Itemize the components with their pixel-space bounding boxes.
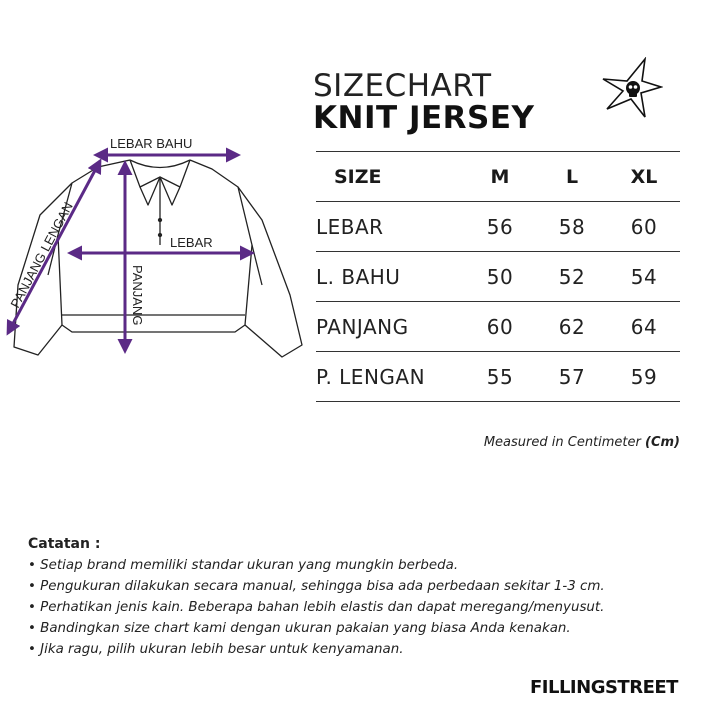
label-length: PANJANG: [130, 265, 145, 326]
cell-value: 59: [608, 352, 680, 402]
list-item: • Jika ragu, pilih ukuran lebih besar untuk kenyamanan.: [28, 639, 708, 660]
title-sizechart: SIZECHART: [313, 68, 492, 104]
notes-heading: Catatan :: [28, 536, 101, 552]
cell-value: 57: [536, 352, 608, 402]
label-shoulder: LEBAR BAHU: [110, 136, 193, 151]
col-l-header: L: [536, 152, 608, 202]
list-item: • Bandingkan size chart kami dengan ukuran pakaian yang biasa Anda kenakan.: [28, 618, 708, 639]
notes-section: [28, 534, 708, 660]
row-label: PANJANG: [316, 302, 464, 352]
jersey-outline: [14, 160, 302, 357]
label-width: LEBAR: [170, 235, 213, 250]
table-row: [316, 202, 680, 252]
table-row: [316, 352, 680, 402]
cell-value: 58: [536, 202, 608, 252]
cell-value: 64: [608, 302, 680, 352]
size-table: [316, 151, 680, 402]
measured-text: Measured in Centimeter: [483, 435, 646, 450]
table-row: [316, 252, 680, 302]
cell-value: 62: [536, 302, 608, 352]
cell-value: 52: [536, 252, 608, 302]
cell-value: 54: [608, 252, 680, 302]
star-skull-icon: [601, 57, 663, 119]
table-header-row: [316, 152, 680, 202]
table-row: [316, 302, 680, 352]
cell-value: 56: [464, 202, 536, 252]
list-item: • Setiap brand memiliki standar ukuran yang mungkin berbeda.: [28, 555, 708, 576]
col-m-header: M: [464, 152, 536, 202]
cell-value: 55: [464, 352, 536, 402]
measured-unit: (Cm): [645, 435, 680, 450]
list-item: • Pengukuran dilakukan secara manual, sehingga bisa ada perbedaan sekitar 1-3 cm.: [28, 576, 708, 597]
title-product: KNIT JERSEY: [313, 100, 535, 136]
label-sleeve: PANJANG LENGAN: [7, 199, 76, 311]
row-label: P. LENGAN: [316, 352, 464, 402]
measured-note: [484, 435, 680, 450]
cell-value: 50: [464, 252, 536, 302]
col-xl-header: XL: [608, 152, 680, 202]
row-label: LEBAR: [316, 202, 464, 252]
col-size-header: SIZE: [316, 152, 464, 202]
row-label: L. BAHU: [316, 252, 464, 302]
cell-value: 60: [608, 202, 680, 252]
brand-logo-text: FILLINGSTREET: [530, 677, 678, 698]
garment-diagram: [0, 125, 320, 375]
list-item: • Perhatikan jenis kain. Beberapa bahan lebih elastis dan dapat meregang/menyusut.: [28, 597, 708, 618]
notes-list: [28, 555, 708, 660]
cell-value: 60: [464, 302, 536, 352]
